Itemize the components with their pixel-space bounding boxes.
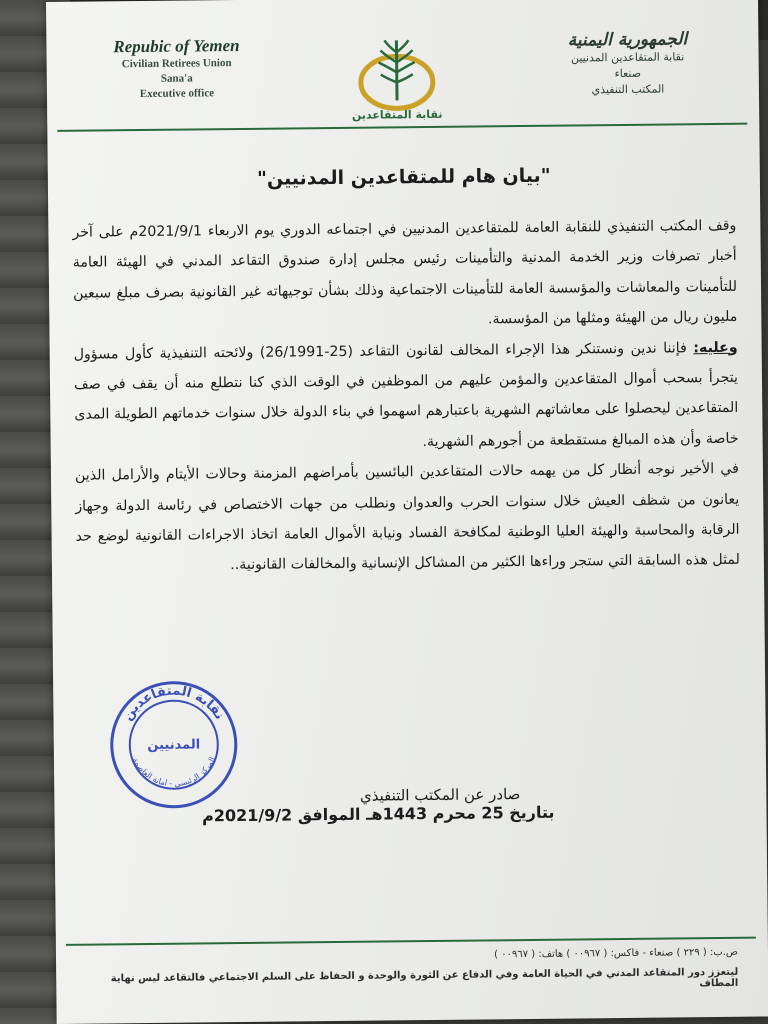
statement-body — [72, 211, 740, 583]
union-logo-icon — [346, 32, 447, 123]
header-ar-office: المكتب التنفيذي — [591, 82, 665, 97]
header-en-union: Civilian Retirees Union — [121, 57, 232, 71]
header-en-city: Sana'a — [160, 72, 193, 85]
paragraph-intro: وقف المكتب التنفيذي للنقابة العامة للمتقاعدين المدنيين في اجتماعه الدوري يوم الاربعاء 2021/9/1م على آخر أخبار تصرفات وزير الخدمة المدنية والتأمينات رئيس مجلس إدارة صندوق التقاعد المدني في الهيئة العامة للتأمينات والمعاشات والمؤسسة العامة للتأمينات الاجتماعية وذلك بشأن توجيهاته غير القانونية بصرف مبلغ سبعين مليون ريال من الهيئة ومثلها من المؤسسة. — [72, 217, 738, 328]
header-divider — [57, 123, 747, 132]
header-arabic — [532, 29, 723, 99]
header-en-office: Executive office — [139, 87, 215, 101]
statement-title: "بيان هام للمتقاعدين المدنيين" — [256, 164, 551, 190]
stamp-center-text: المدنيين — [147, 737, 201, 753]
paragraph-condemnation-text: فإننا ندين ونستنكر هذا الإجراء المخالف لقانون التقاعد (25-26/1991) ولائحته التنفيذية كأول مسؤول يتجرأ بسحب أموال المتقاعدين والمؤمن عليهم من الموظفين في الوقت الذي كنا نتطلع منه أن يقف في صف المتقاعدين ليحصلوا على معاشاتهم الشهرية باعتبارهم اسهموا في بناء الدولة خلال سنوات خدماتهم الطويلة المدى خاصة وأن هذه المبالغ مستقطعة من أجورهم الشهرية. — [73, 339, 739, 450]
header-en-country: Repubic of Yemen — [113, 35, 240, 57]
letter-page — [46, 0, 768, 1024]
header-ar-union: نقابة المتقاعدين المدنيين — [570, 50, 685, 65]
paragraph-condemnation — [74, 332, 739, 461]
footer-contact: ص.ب: ( ٢٢٩ ) صنعاء - فاكس: ( ٠٠٩٦٧ ) هاتف: ( ٠٠٩٦٧ ) — [494, 946, 739, 961]
footer-slogan: ليتعزز دور المتقاعد المدني في الحياة العامة وفي الدفاع عن الثورة والوحدة و الحفاظ على السلم الاجتماعي فالتقاعد ليس نهاية المطاف — [110, 966, 739, 990]
stamp-bottom-text: المركز الرئيسي - امانة العاصمة — [130, 755, 218, 789]
header-ar-country: الجمهورية اليمنية — [567, 29, 688, 51]
logo-text: نقابة المتقاعدين — [351, 107, 443, 122]
union-stamp-icon — [107, 678, 240, 811]
paragraph-appeal: في الأخير نوجه أنظار كل من يهمه حالات المتقاعدين البائسين بأمراضهم المزمنة وحالات الأيتام والأرامل الذين يعانون من شظف العيش خلال سنوات الحرب والعدوان ونطلب من جهات الاختصاص في رئاسة الدولة وجهاز الرقابة والمحاسبة والهيئة العليا الوطنية لمكافحة الفساد ونيابة الأموال العامة اتخاذ الاجراءات القانونية لوضع حد لمثل هذه السابقة التي ستجر وراءها الكثير من المشاكل الإنسانية والمخالفات القانونية.. — [74, 461, 740, 574]
signature-line: صادر عن المكتب التنفيذي — [359, 785, 521, 805]
svg-text:نقابة المتقاعدين — [120, 683, 227, 724]
issue-date: بتاريخ 25 محرم 1443هـ الموافق 2021/9/2م — [201, 802, 555, 826]
footer-divider — [66, 937, 756, 946]
stamp-outer-text: نقابة المتقاعدين — [120, 683, 227, 724]
header-ar-city: صنعاء — [614, 66, 642, 81]
svg-text:المركز الرئيسي - امانة العاصمة — [131, 755, 218, 788]
paragraph-lead: وعليه: — [693, 339, 738, 356]
header-english — [76, 36, 277, 103]
